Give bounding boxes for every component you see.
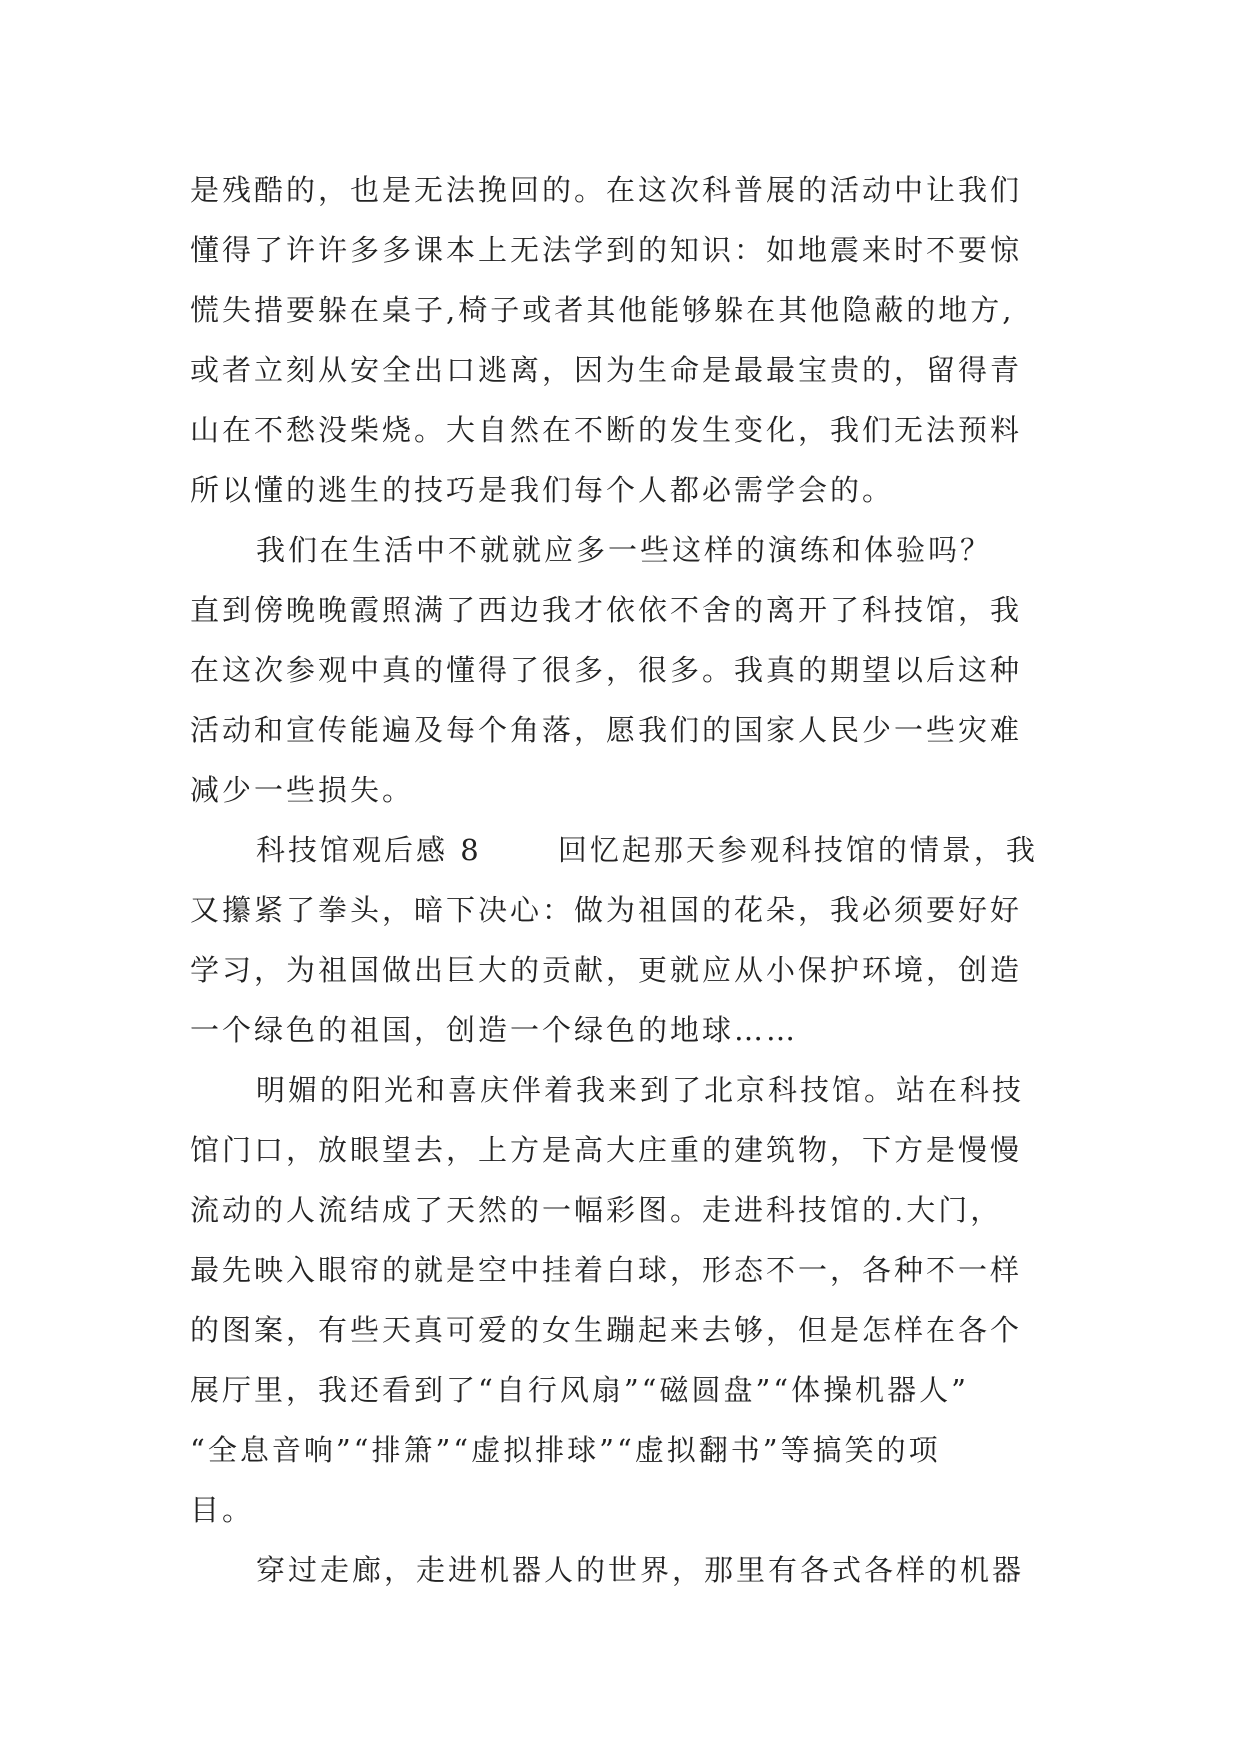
text-line: 学习，为祖国做出巨大的贡献，更就应从小保护环境，创造 bbox=[190, 953, 1023, 987]
text-line: 或者立刻从安全出口逃离，因为生命是最最宝贵的，留得青 bbox=[190, 353, 1023, 387]
text-line: 慌失措要躲在桌子,椅子或者其他能够躲在其他隐蔽的地方, bbox=[190, 293, 1015, 327]
text-line: 展厅里，我还看到了“自行风扇”“磁圆盘”“体操机器人” bbox=[190, 1373, 969, 1407]
text-line: 山在不愁没柴烧。大自然在不断的发生变化，我们无法预料 bbox=[190, 413, 1023, 447]
text-line: 馆门口，放眼望去，上方是高大庄重的建筑物，下方是慢慢 bbox=[190, 1133, 1023, 1167]
text-line: 科技馆观后感 8 回忆起那天参观科技馆的情景，我 bbox=[256, 833, 1038, 867]
text-line: 最先映入眼帘的就是空中挂着白球，形态不一，各种不一样 bbox=[190, 1253, 1023, 1287]
text-line: 明媚的阳光和喜庆伴着我来到了北京科技馆。站在科技 bbox=[256, 1073, 1025, 1107]
text-line: 又攥紧了拳头，暗下决心：做为祖国的花朵，我必须要好好 bbox=[190, 893, 1023, 927]
text-line: 直到傍晚晚霞照满了西边我才依依不舍的离开了科技馆，我 bbox=[190, 593, 1023, 627]
text-line: 减少一些损失。 bbox=[190, 773, 415, 807]
text-line: 在这次参观中真的懂得了很多，很多。我真的期望以后这种 bbox=[190, 653, 1023, 687]
body-text bbox=[190, 160, 1090, 1600]
text-line: 穿过走廊，走进机器人的世界，那里有各式各样的机器 bbox=[256, 1553, 1025, 1587]
text-line: 是残酷的，也是无法挽回的。在这次科普展的活动中让我们 bbox=[190, 173, 1023, 207]
text-line: 流动的人流结成了天然的一幅彩图。走进科技馆的.大门， bbox=[190, 1193, 1003, 1227]
text-line: 懂得了许许多多课本上无法学到的知识：如地震来时不要惊 bbox=[190, 233, 1023, 267]
text-line: 活动和宣传能遍及每个角落，愿我们的国家人民少一些灾难 bbox=[190, 713, 1023, 747]
text-line: 所以懂的逃生的技巧是我们每个人都必需学会的。 bbox=[190, 473, 895, 507]
text-line: “全息音响”“排箫”“虚拟排球”“虚拟翻书”等搞笑的项 bbox=[190, 1433, 941, 1467]
text-line: 我们在生活中不就就应多一些这样的演练和体验吗？ bbox=[256, 533, 993, 567]
text-line: 目。 bbox=[190, 1493, 255, 1527]
text-line: 一个绿色的祖国，创造一个绿色的地球…… bbox=[190, 1013, 799, 1047]
text-line: 的图案，有些天真可爱的女生蹦起来去够，但是怎样在各个 bbox=[190, 1313, 1023, 1347]
